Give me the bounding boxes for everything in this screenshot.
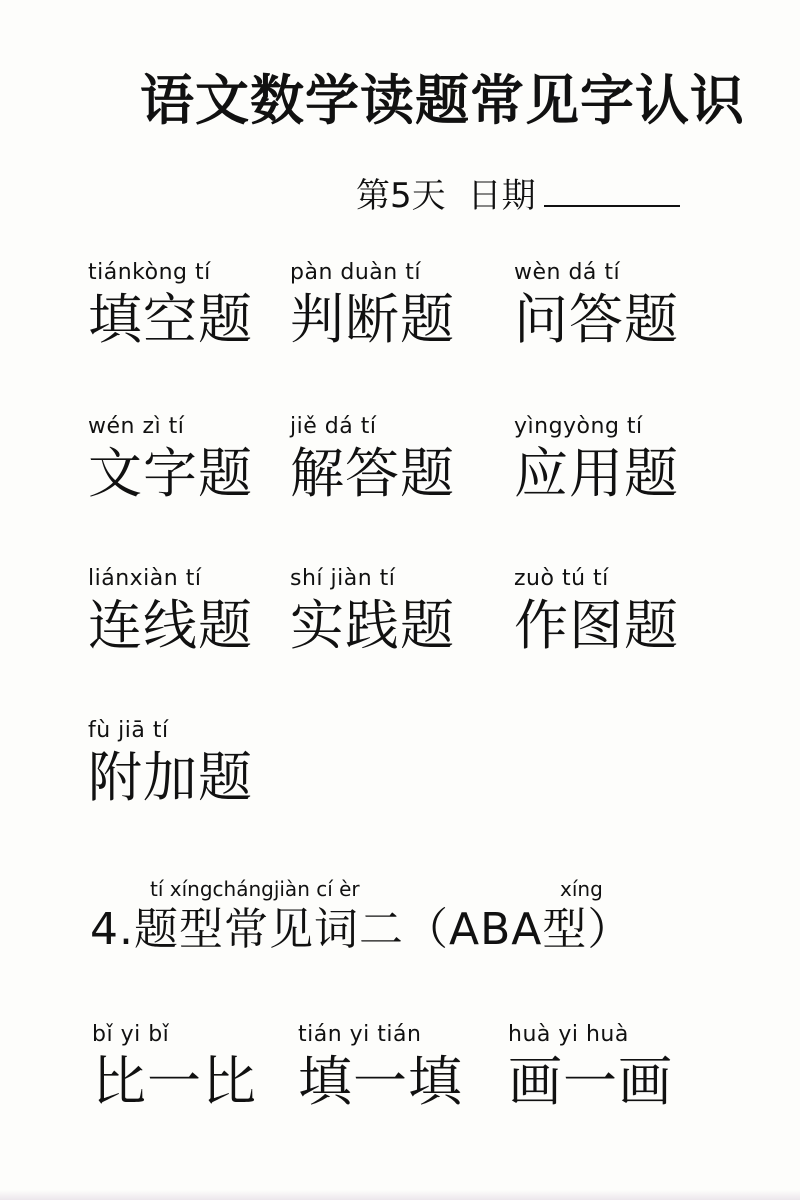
aba-word-item: [298, 1020, 463, 1114]
word-item: [88, 716, 253, 810]
word-item: [514, 412, 679, 506]
word-pinyin: liánxiàn tí: [88, 566, 202, 591]
aba-word-hanzi: 填一填: [298, 1050, 463, 1113]
word-hanzi: 填空题: [88, 288, 253, 351]
word-hanzi: 问答题: [514, 288, 679, 351]
section-heading-pinyin-xing: xíng: [560, 877, 603, 901]
word-hanzi: 附加题: [88, 746, 253, 809]
word-pinyin: shí jiàn tí: [290, 566, 396, 591]
word-item: [88, 258, 253, 352]
aba-word-pinyin: tián yi tián: [298, 1022, 422, 1047]
word-hanzi: 作图题: [514, 594, 679, 657]
page-bottom-edge: [0, 1190, 800, 1200]
aba-word-hanzi: 画一画: [508, 1050, 673, 1113]
word-hanzi: 文字题: [88, 442, 253, 505]
aba-word-pinyin: bǐ yi bǐ: [92, 1022, 170, 1047]
date-label: 日期: [467, 176, 536, 216]
word-item: [290, 564, 455, 658]
word-pinyin: fù jiā tí: [88, 718, 169, 743]
word-item: [290, 258, 455, 352]
word-hanzi: 应用题: [514, 442, 679, 505]
section-heading-pinyin: tí xíngchángjiàn cí èr: [150, 877, 360, 901]
day-label: 第5天: [356, 176, 446, 216]
word-pinyin: jiě dá tí: [290, 414, 377, 439]
word-pinyin: tiánkòng tí: [88, 260, 211, 285]
date-blank-line: [544, 179, 680, 207]
aba-word-item: [508, 1020, 673, 1114]
aba-word-pinyin: huà yi huà: [508, 1022, 629, 1047]
word-item: [88, 564, 253, 658]
word-item: [514, 564, 679, 658]
word-item: [514, 258, 679, 352]
word-pinyin: pàn duàn tí: [290, 260, 421, 285]
word-pinyin: yìngyòng tí: [514, 414, 643, 439]
word-hanzi: 连线题: [88, 594, 253, 657]
word-hanzi: 实践题: [290, 594, 455, 657]
word-pinyin: zuò tú tí: [514, 566, 609, 591]
word-item: [290, 412, 455, 506]
word-pinyin: wèn dá tí: [514, 260, 621, 285]
section-heading: 4.题型常见词二（ABA型）: [90, 904, 633, 955]
word-hanzi: 判断题: [290, 288, 455, 351]
day-date-line: [356, 168, 680, 217]
aba-word-item: [92, 1020, 257, 1114]
page-title: 语文数学读题常见字认识: [140, 69, 745, 132]
word-item: [88, 412, 253, 506]
word-pinyin: wén zì tí: [88, 414, 185, 439]
aba-word-hanzi: 比一比: [92, 1050, 257, 1113]
word-hanzi: 解答题: [290, 442, 455, 505]
